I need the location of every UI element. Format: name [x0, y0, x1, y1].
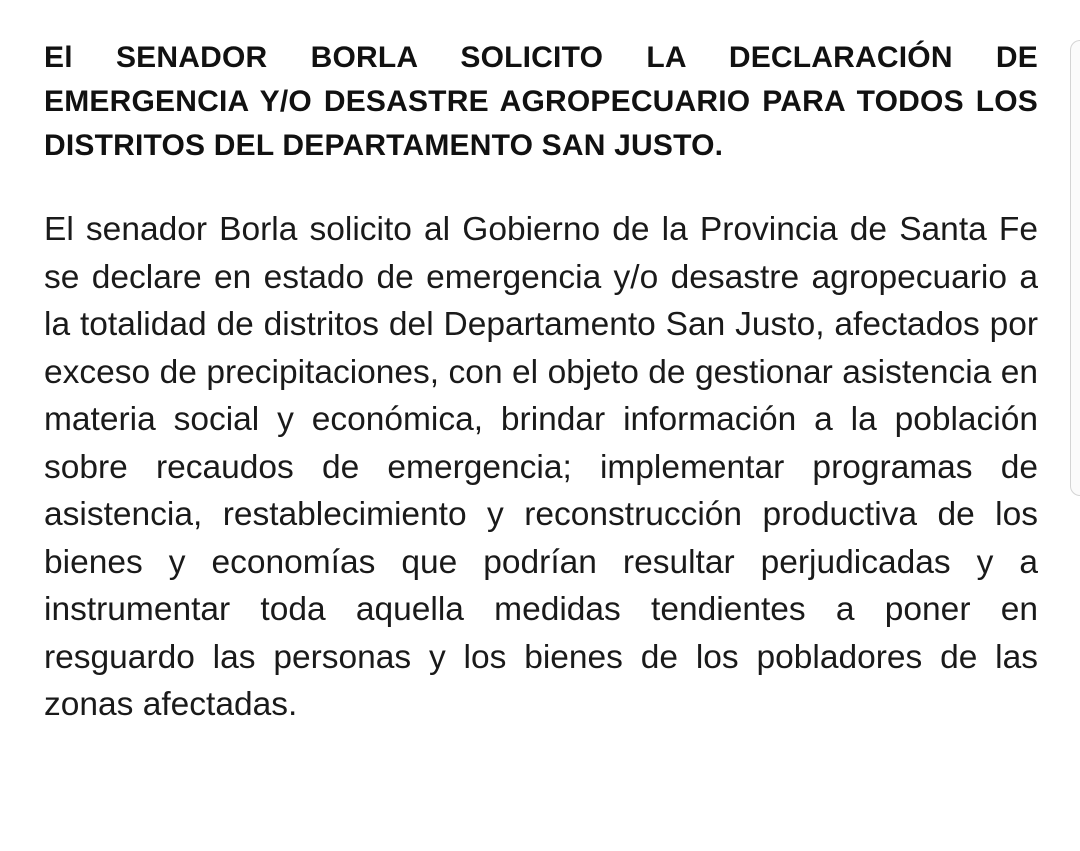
article-body: El senador Borla solicito al Gobierno de la Provincia de Santa Fe se declare en estado de emergencia y/o desastre agropecuario a la totalidad de distritos del Departamento San Justo, afectados por exceso de precipitaciones, con el objeto de gestionar asistencia en materia social y económica, brindar información a la población sobre recaudos de emergencia; implementar programas de asistencia, restablecimiento y reconstrucción productiva de los bienes y economías que podrían resultar perjudicadas y a instrumentar toda aquella medidas tendientes a poner en resguardo las personas y los bienes de los pobladores de las zonas afectadas.	[44, 211, 1038, 723]
article-headline: El SENADOR BORLA SOLICITO LA DECLARACIÓN DE EMERGENCIA Y/O DESASTRE AGROPECUARIO PARA TODOS LOS DISTRITOS DEL DEPARTAMENTO SAN JUSTO.	[44, 41, 1038, 162]
scrollbar[interactable]	[1070, 40, 1080, 496]
